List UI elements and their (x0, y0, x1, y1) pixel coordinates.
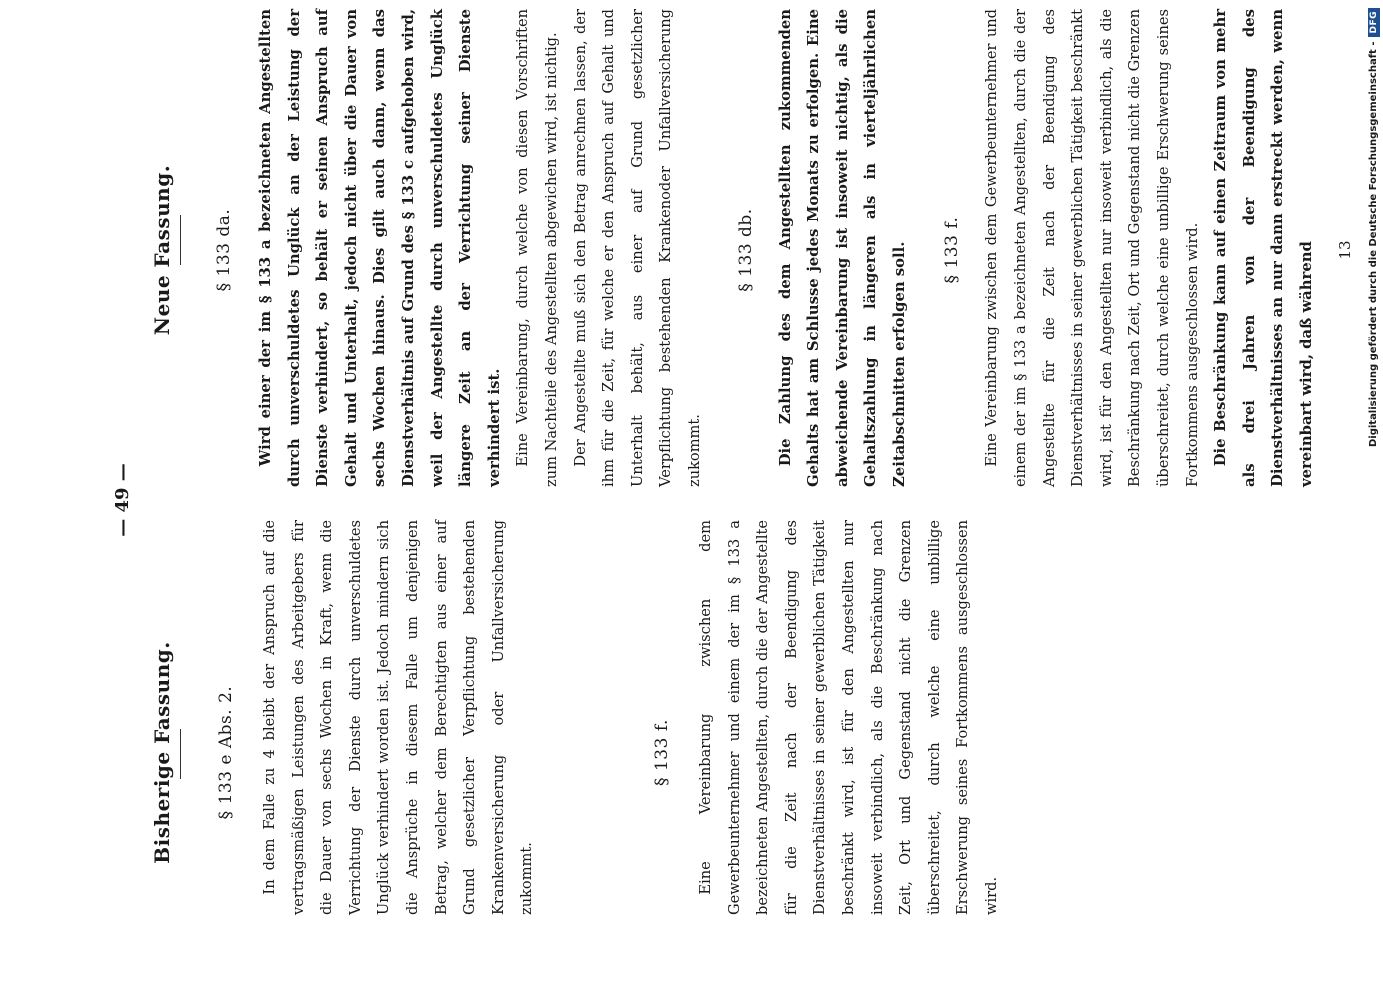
paragraph: Der Angestellte muß sich den Betrag anrechnen lassen, der ihm für die Zeit, für welche er den Anspruch auf Gehalt und Unterhalt behält, aus einer auf Grund gesetzlicher Verpflichtung bestehenden Krankenoder Unfallversicherung zukommt. (571, 9, 703, 487)
page-number: — 49 — (112, 463, 133, 537)
paragraph: Eine Vereinbarung, durch welche von diesen Vorschriften zum Nachteile des Angestellten abgewichen wird, ist nichtig. (514, 9, 560, 487)
heading-rule (180, 729, 181, 779)
digitization-credit (1364, 0, 1383, 1000)
paragraph: Wird einer der im § 133 a bezeichneten Angestellten durch unverschuldetes Unglück an der Leistung der Dienste verhindert, so behält er seinen Anspruch auf Gehalt und Unterhalt, jedoch nicht über die Dauer von sechs Wochen hinaus. Dies gilt auch dann, wenn das Dienstverhältnis auf Grund des § 133 c aufgehoben wird, weil der Angestellte durch unverschuldetes Unglück längere Zeit an der Verrichtung seiner Dienste verhindert ist. (257, 9, 503, 487)
section-title: § 133 db. (735, 208, 756, 292)
section-title: § 133 da. (214, 208, 234, 292)
right-column-heading: Neue Fassung. (150, 164, 174, 336)
dfg-logo: DFG (1368, 8, 1380, 37)
credit-text: Digitalisierung gefördert durch die Deutsche Forschungsgemeinschaft - (1368, 41, 1379, 448)
left-column (150, 510, 1006, 995)
paragraph: Die Zahlung des dem Angestellten zukommenden Gehalts hat am Schlusse jedes Monats zu erfolgen. Eine abweichende Vereinbarung ist insoweit nichtig, als die Gehaltszahlung in längeren als in vierteljährlichen Zeitabschnitten erfolgen soll. (776, 9, 908, 487)
heading-rule (180, 215, 181, 265)
section-title: § 133 f. (651, 719, 672, 786)
paragraph: Eine Vereinbarung zwischen dem Gewerbeunternehmer und einem der im § 133 a bezeichneten Angestellten, durch die der Angestellte für die Zeit nach der Beendigung des Dienstverhältnisses in seiner gewerblichen Tätigkeit beschränkt wird, ist für den Angestellten nur insoweit verbindlich, als die Beschränkung nach Zeit, Ort und Gegenstand nicht die Grenzen überschreitet, durch welche eine unbillige Erschwerung seines Fortkommens ausgeschlossen wird. (983, 9, 1201, 487)
section-title: § 133 f. (942, 216, 963, 284)
paragraph: In dem Falle zu 4 bleibt der Anspruch auf die vertragsmäßigen Leistungen des Arbeitgebers für die Dauer von sechs Wochen in Kraft, wenn die Verrichtung der Dienste durch unverschuldetes Unglück verhindert worden ist. Jedoch mindern sich die Ansprüche in diesem Falle um denjenigen Betrag, welcher dem Berechtigten aus einer auf Grund gesetzlicher Verpflichtung bestehenden Krankenversicherung oder Unfallversicherung zukommt. (261, 520, 536, 915)
right-column (150, 5, 1354, 495)
paragraph: Die Beschränkung kann auf einen Zeitraum von mehr als drei Jahren von der Beendigung des Dienstverhältnisses an nur dann erstreckt werden, wenn vereinbart wird, daß während (1212, 9, 1315, 487)
footer-number: 13 (1335, 240, 1354, 260)
paragraph: Eine Vereinbarung zwischen dem Gewerbeunternehmer und einem der im § 133 a bezeichneten Angestellten, durch die der Angestellte für die Zeit nach der Beendigung des Dienstverhältnisses in seiner gewerblichen Tätigkeit beschränkt wird, ist für den Angestellten nur insoweit verbindlich, als die Beschränkung nach Zeit, Ort und Gegenstand nicht die Grenzen überschreitet, durch welche eine unbillige Erschwerung seines Fortkommens ausgeschlossen wird. (696, 520, 1000, 915)
left-column-heading: Bisherige Fassung. (150, 641, 174, 864)
section-title: § 133 e Abs. 2. (216, 685, 236, 820)
